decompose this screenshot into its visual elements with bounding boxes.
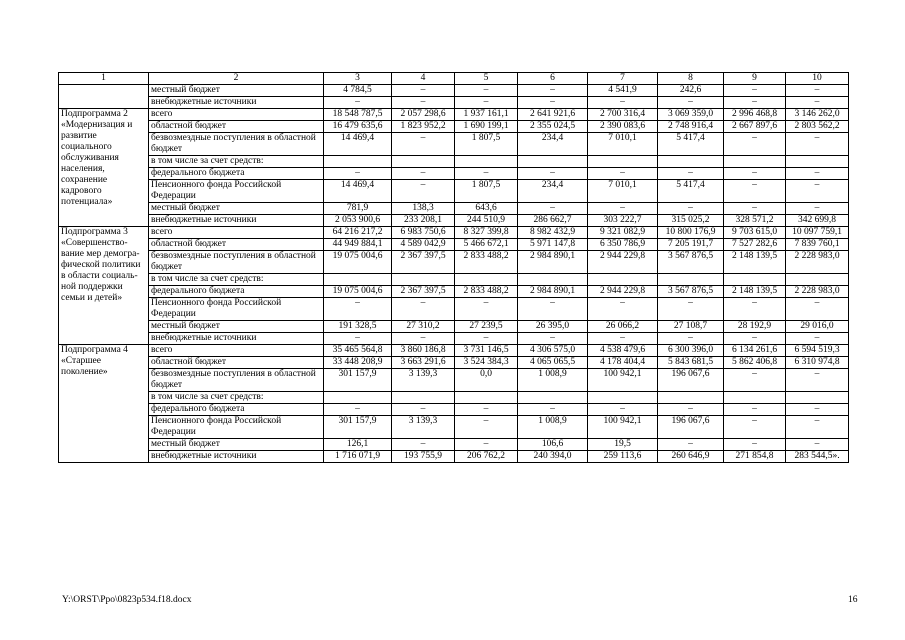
amount-cell: – <box>786 369 849 392</box>
amount-cell: – <box>724 85 786 97</box>
amount-cell: 1 008,9 <box>518 369 588 392</box>
amount-cell <box>324 392 392 404</box>
continuation-cell <box>59 85 149 109</box>
amount-cell <box>658 156 724 168</box>
table-row <box>59 357 849 369</box>
amount-cell: 315 025,2 <box>658 215 724 227</box>
amount-cell: 0,0 <box>455 369 518 392</box>
amount-cell: 5 417,4 <box>658 180 724 203</box>
amount-cell: 2 367 397,5 <box>392 286 455 298</box>
amount-cell: 4 538 479,6 <box>588 345 658 357</box>
page-number: 16 <box>848 595 858 605</box>
amount-cell: 2 228 983,0 <box>786 286 849 298</box>
amount-cell: – <box>518 85 588 97</box>
amount-cell: 206 762,2 <box>455 451 518 463</box>
amount-cell: – <box>786 298 849 321</box>
amount-cell: 4 065 065,5 <box>518 357 588 369</box>
amount-cell: 9 703 615,0 <box>724 227 786 239</box>
amount-cell: 19 075 004,6 <box>324 251 392 274</box>
amount-cell <box>786 156 849 168</box>
amount-cell: 1 937 161,1 <box>455 109 518 121</box>
amount-cell: 271 854,8 <box>724 451 786 463</box>
amount-cell: – <box>324 168 392 180</box>
amount-cell: 6 300 396,0 <box>658 345 724 357</box>
amount-cell: – <box>518 404 588 416</box>
amount-cell: – <box>658 97 724 109</box>
amount-cell: – <box>324 333 392 345</box>
amount-cell <box>455 274 518 286</box>
column-header: 8 <box>658 73 724 85</box>
table-row <box>59 109 849 121</box>
column-header: 5 <box>455 73 518 85</box>
amount-cell: – <box>392 85 455 97</box>
budget-table <box>58 72 849 463</box>
funding-source: безвозмездные поступления в областной бюджет <box>149 133 324 156</box>
amount-cell: 2 053 900,6 <box>324 215 392 227</box>
table-row <box>59 392 849 404</box>
column-header: 2 <box>149 73 324 85</box>
amount-cell: 2 367 397,5 <box>392 251 455 274</box>
amount-cell: – <box>324 97 392 109</box>
funding-source: внебюджетные источники <box>149 97 324 109</box>
amount-cell: 27 310,2 <box>392 321 455 333</box>
program-name: Подпрограмма 3 «Совершенство-вание мер демогра-фической политики в области социаль-ной поддержки семьи и детей» <box>59 227 149 345</box>
amount-cell <box>518 274 588 286</box>
amount-cell: 2 984 890,1 <box>518 286 588 298</box>
amount-cell: – <box>724 416 786 439</box>
funding-source: местный бюджет <box>149 203 324 215</box>
amount-cell: – <box>455 85 518 97</box>
amount-cell: 2 641 921,6 <box>518 109 588 121</box>
amount-cell: 7 205 191,7 <box>658 239 724 251</box>
amount-cell: 7 527 282,6 <box>724 239 786 251</box>
amount-cell: 26 066,2 <box>588 321 658 333</box>
amount-cell: 1 823 952,2 <box>392 121 455 133</box>
amount-cell: – <box>724 298 786 321</box>
amount-cell: 3 069 359,0 <box>658 109 724 121</box>
footer-file-path: Y:\ORST\Ppo\0823p534.f18.docx <box>62 595 192 605</box>
table-row <box>59 203 849 215</box>
amount-cell <box>588 274 658 286</box>
funding-source: всего <box>149 109 324 121</box>
funding-source: местный бюджет <box>149 439 324 451</box>
amount-cell: 2 996 468,8 <box>724 109 786 121</box>
amount-cell: 2 148 139,5 <box>724 286 786 298</box>
funding-source: федерального бюджета <box>149 404 324 416</box>
amount-cell: 283 544,5». <box>786 451 849 463</box>
funding-source: безвозмездные поступления в областной бюджет <box>149 251 324 274</box>
amount-cell: 4 306 575,0 <box>518 345 588 357</box>
amount-cell <box>392 274 455 286</box>
amount-cell <box>392 156 455 168</box>
amount-cell: – <box>658 439 724 451</box>
amount-cell: 259 113,6 <box>588 451 658 463</box>
amount-cell: 1 807,5 <box>455 133 518 156</box>
amount-cell <box>724 156 786 168</box>
funding-source: местный бюджет <box>149 85 324 97</box>
amount-cell: 3 860 186,8 <box>392 345 455 357</box>
amount-cell: – <box>392 439 455 451</box>
amount-cell: 3 731 146,5 <box>455 345 518 357</box>
column-header: 7 <box>588 73 658 85</box>
amount-cell: 6 134 261,6 <box>724 345 786 357</box>
table-row <box>59 227 849 239</box>
amount-cell: 196 067,6 <box>658 369 724 392</box>
column-header: 4 <box>392 73 455 85</box>
amount-cell <box>588 392 658 404</box>
amount-cell <box>518 392 588 404</box>
amount-cell: 106,6 <box>518 439 588 451</box>
amount-cell: 3 146 262,0 <box>786 109 849 121</box>
funding-source: всего <box>149 345 324 357</box>
amount-cell: 5 843 681,5 <box>658 357 724 369</box>
table-row <box>59 286 849 298</box>
funding-source: в том числе за счет средств: <box>149 274 324 286</box>
amount-cell: 29 016,0 <box>786 321 849 333</box>
amount-cell <box>786 274 849 286</box>
table-row <box>59 439 849 451</box>
amount-cell: – <box>724 369 786 392</box>
amount-cell: – <box>786 416 849 439</box>
amount-cell: 44 949 884,1 <box>324 239 392 251</box>
table-row <box>59 274 849 286</box>
amount-cell: – <box>455 168 518 180</box>
amount-cell: 2 944 229,8 <box>588 251 658 274</box>
header-row <box>59 73 849 85</box>
amount-cell: – <box>518 333 588 345</box>
amount-cell <box>658 392 724 404</box>
amount-cell: – <box>392 298 455 321</box>
amount-cell: 781,9 <box>324 203 392 215</box>
amount-cell: 234,4 <box>518 180 588 203</box>
amount-cell: 35 465 564,8 <box>324 345 392 357</box>
amount-cell: 244 510,9 <box>455 215 518 227</box>
amount-cell: 7 010,1 <box>588 180 658 203</box>
amount-cell: 6 310 974,8 <box>786 357 849 369</box>
amount-cell: 2 984 890,1 <box>518 251 588 274</box>
amount-cell: – <box>588 97 658 109</box>
amount-cell: 3 139,3 <box>392 369 455 392</box>
amount-cell: – <box>786 333 849 345</box>
amount-cell: 240 394,0 <box>518 451 588 463</box>
amount-cell: – <box>455 404 518 416</box>
amount-cell: 6 983 750,6 <box>392 227 455 239</box>
table-row <box>59 321 849 333</box>
funding-source: федерального бюджета <box>149 168 324 180</box>
amount-cell: – <box>658 404 724 416</box>
amount-cell: – <box>786 97 849 109</box>
table-row <box>59 251 849 274</box>
amount-cell <box>724 274 786 286</box>
amount-cell: 14 469,4 <box>324 133 392 156</box>
amount-cell: – <box>392 404 455 416</box>
table-row <box>59 97 849 109</box>
funding-source: местный бюджет <box>149 321 324 333</box>
amount-cell: 643,6 <box>455 203 518 215</box>
amount-cell: 2 944 229,8 <box>588 286 658 298</box>
funding-source: федерального бюджета <box>149 286 324 298</box>
column-header: 6 <box>518 73 588 85</box>
amount-cell: 242,6 <box>658 85 724 97</box>
table-row <box>59 416 849 439</box>
amount-cell: – <box>392 180 455 203</box>
funding-source: внебюджетные источники <box>149 451 324 463</box>
amount-cell: 64 216 217,2 <box>324 227 392 239</box>
amount-cell: 2 803 562,2 <box>786 121 849 133</box>
amount-cell: 301 157,9 <box>324 416 392 439</box>
amount-cell: – <box>455 416 518 439</box>
amount-cell: 33 448 208,9 <box>324 357 392 369</box>
amount-cell: – <box>518 97 588 109</box>
amount-cell: 4 541,9 <box>588 85 658 97</box>
program-name: Подпрограмма 4 «Старшее поколение» <box>59 345 149 463</box>
amount-cell: – <box>724 133 786 156</box>
amount-cell: – <box>658 333 724 345</box>
amount-cell: 286 662,7 <box>518 215 588 227</box>
table-row <box>59 239 849 251</box>
amount-cell: 100 942,1 <box>588 369 658 392</box>
amount-cell: 4 178 404,4 <box>588 357 658 369</box>
amount-cell: 301 157,9 <box>324 369 392 392</box>
amount-cell: 19 075 004,6 <box>324 286 392 298</box>
amount-cell: 5 862 406,8 <box>724 357 786 369</box>
amount-cell: – <box>786 168 849 180</box>
amount-cell: – <box>724 333 786 345</box>
amount-cell <box>324 156 392 168</box>
amount-cell: – <box>724 97 786 109</box>
amount-cell: – <box>392 333 455 345</box>
amount-cell: 16 479 635,6 <box>324 121 392 133</box>
amount-cell: 26 395,0 <box>518 321 588 333</box>
amount-cell: 3 567 876,5 <box>658 251 724 274</box>
amount-cell: – <box>724 203 786 215</box>
table-row <box>59 404 849 416</box>
table-row <box>59 168 849 180</box>
amount-cell: 10 097 759,1 <box>786 227 849 239</box>
table-row <box>59 215 849 227</box>
amount-cell: – <box>324 298 392 321</box>
amount-cell: – <box>588 168 658 180</box>
funding-source: Пенсионного фонда Российской Федерации <box>149 180 324 203</box>
amount-cell: 9 321 082,9 <box>588 227 658 239</box>
amount-cell: – <box>455 439 518 451</box>
amount-cell <box>588 156 658 168</box>
amount-cell: 1 716 071,9 <box>324 451 392 463</box>
amount-cell <box>324 274 392 286</box>
amount-cell: 5 466 672,1 <box>455 239 518 251</box>
amount-cell: 10 800 176,9 <box>658 227 724 239</box>
table-row <box>59 121 849 133</box>
amount-cell: – <box>786 203 849 215</box>
amount-cell: – <box>455 333 518 345</box>
funding-source: безвозмездные поступления в областной бюджет <box>149 369 324 392</box>
amount-cell: – <box>588 203 658 215</box>
amount-cell: 4 589 042,9 <box>392 239 455 251</box>
amount-cell: 1 008,9 <box>518 416 588 439</box>
column-header: 1 <box>59 73 149 85</box>
table-row <box>59 156 849 168</box>
amount-cell: 7 839 760,1 <box>786 239 849 251</box>
funding-source: областной бюджет <box>149 121 324 133</box>
amount-cell <box>455 156 518 168</box>
amount-cell <box>786 392 849 404</box>
amount-cell: – <box>392 133 455 156</box>
amount-cell: – <box>658 298 724 321</box>
funding-source: областной бюджет <box>149 239 324 251</box>
amount-cell: 3 663 291,6 <box>392 357 455 369</box>
amount-cell: 1 807,5 <box>455 180 518 203</box>
amount-cell <box>518 156 588 168</box>
amount-cell: – <box>324 404 392 416</box>
amount-cell: – <box>455 298 518 321</box>
table-row <box>59 85 849 97</box>
amount-cell: – <box>455 97 518 109</box>
amount-cell: 234,4 <box>518 133 588 156</box>
column-header: 10 <box>786 73 849 85</box>
table-row <box>59 180 849 203</box>
funding-source: областной бюджет <box>149 357 324 369</box>
table-row <box>59 345 849 357</box>
amount-cell: 28 192,9 <box>724 321 786 333</box>
amount-cell: 4 784,5 <box>324 85 392 97</box>
amount-cell: 19,5 <box>588 439 658 451</box>
amount-cell: 2 057 298,6 <box>392 109 455 121</box>
amount-cell <box>392 392 455 404</box>
amount-cell: 126,1 <box>324 439 392 451</box>
funding-source: Пенсионного фонда Российской Федерации <box>149 416 324 439</box>
amount-cell: 2 700 316,4 <box>588 109 658 121</box>
amount-cell: – <box>724 168 786 180</box>
amount-cell: 27 108,7 <box>658 321 724 333</box>
amount-cell: – <box>658 168 724 180</box>
amount-cell: 3 567 876,5 <box>658 286 724 298</box>
amount-cell <box>724 392 786 404</box>
amount-cell: 2 228 983,0 <box>786 251 849 274</box>
amount-cell: 6 350 786,9 <box>588 239 658 251</box>
amount-cell: 233 208,1 <box>392 215 455 227</box>
amount-cell: – <box>724 180 786 203</box>
funding-source: всего <box>149 227 324 239</box>
funding-source: в том числе за счет средств: <box>149 156 324 168</box>
amount-cell: – <box>518 168 588 180</box>
amount-cell: – <box>786 85 849 97</box>
amount-cell: – <box>786 439 849 451</box>
amount-cell: – <box>392 97 455 109</box>
table-row <box>59 333 849 345</box>
amount-cell: – <box>724 404 786 416</box>
amount-cell: 342 699,8 <box>786 215 849 227</box>
table-row <box>59 451 849 463</box>
amount-cell: – <box>518 298 588 321</box>
table-row <box>59 369 849 392</box>
program-name: Подпрограмма 2 «Модернизация и развитие социального обслуживания населения, сохранение кадрового потенциала» <box>59 109 149 227</box>
amount-cell: – <box>786 404 849 416</box>
amount-cell: – <box>588 333 658 345</box>
amount-cell: – <box>786 180 849 203</box>
column-header: 3 <box>324 73 392 85</box>
amount-cell: 138,3 <box>392 203 455 215</box>
amount-cell <box>658 274 724 286</box>
amount-cell: – <box>518 203 588 215</box>
amount-cell: 6 594 519,3 <box>786 345 849 357</box>
amount-cell <box>455 392 518 404</box>
amount-cell: 18 548 787,5 <box>324 109 392 121</box>
amount-cell: 196 067,6 <box>658 416 724 439</box>
amount-cell: 2 833 488,2 <box>455 251 518 274</box>
amount-cell: 2 667 897,6 <box>724 121 786 133</box>
amount-cell: 260 646,9 <box>658 451 724 463</box>
funding-source: в том числе за счет средств: <box>149 392 324 404</box>
amount-cell: 3 139,3 <box>392 416 455 439</box>
amount-cell: – <box>724 439 786 451</box>
amount-cell: – <box>588 404 658 416</box>
amount-cell: 1 690 199,1 <box>455 121 518 133</box>
funding-source: внебюджетные источники <box>149 333 324 345</box>
amount-cell: 2 390 083,6 <box>588 121 658 133</box>
amount-cell: 8 982 432,9 <box>518 227 588 239</box>
amount-cell: – <box>658 203 724 215</box>
amount-cell: 27 239,5 <box>455 321 518 333</box>
amount-cell: 303 222,7 <box>588 215 658 227</box>
amount-cell: 2 355 024,5 <box>518 121 588 133</box>
amount-cell: 193 755,9 <box>392 451 455 463</box>
amount-cell: 328 571,2 <box>724 215 786 227</box>
funding-source: Пенсионного фонда Российской Федерации <box>149 298 324 321</box>
column-header: 9 <box>724 73 786 85</box>
amount-cell: 8 327 399,8 <box>455 227 518 239</box>
amount-cell: 2 748 916,4 <box>658 121 724 133</box>
amount-cell: – <box>786 133 849 156</box>
amount-cell: 5 417,4 <box>658 133 724 156</box>
amount-cell: – <box>588 298 658 321</box>
amount-cell: 2 148 139,5 <box>724 251 786 274</box>
table-row <box>59 133 849 156</box>
amount-cell: 14 469,4 <box>324 180 392 203</box>
amount-cell: 3 524 384,3 <box>455 357 518 369</box>
amount-cell: 5 971 147,8 <box>518 239 588 251</box>
amount-cell: 7 010,1 <box>588 133 658 156</box>
amount-cell: 191 328,5 <box>324 321 392 333</box>
table-row <box>59 298 849 321</box>
amount-cell: 2 833 488,2 <box>455 286 518 298</box>
amount-cell: 100 942,1 <box>588 416 658 439</box>
funding-source: внебюджетные источники <box>149 215 324 227</box>
amount-cell: – <box>392 168 455 180</box>
